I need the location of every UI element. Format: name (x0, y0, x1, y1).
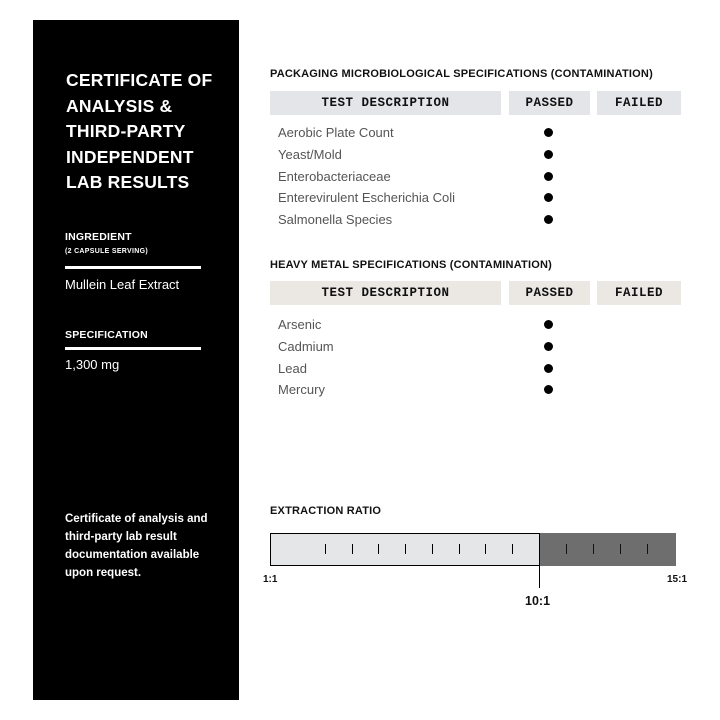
passed-indicator-dot (544, 172, 553, 181)
ratio-tick (566, 544, 567, 554)
metals-section-title: HEAVY METAL SPECIFICATIONS (CONTAMINATION) (270, 259, 552, 271)
test-row-label: Mercury (278, 382, 325, 398)
ratio-tick (512, 544, 513, 554)
header-passed: PASSED (509, 91, 590, 115)
header-test-description: TEST DESCRIPTION (270, 281, 501, 305)
ingredient-value: Mullein Leaf Extract (65, 277, 180, 292)
specification-value: 1,300 mg (65, 357, 120, 372)
metals-table-header (270, 281, 681, 305)
passed-indicator-dot (544, 215, 553, 224)
header-test-description: TEST DESCRIPTION (270, 91, 501, 115)
test-row-label: Aerobic Plate Count (278, 125, 394, 140)
header-failed: FAILED (597, 91, 681, 115)
micro-table-header (270, 91, 681, 115)
divider (65, 347, 201, 350)
test-row-label: Salmonella Species (278, 212, 393, 228)
test-row-label: Enterobacteriaceae (278, 168, 391, 184)
extraction-ratio-title: EXTRACTION RATIO (270, 505, 382, 517)
ratio-tick (593, 544, 594, 554)
passed-indicator-dot (544, 342, 553, 351)
ingredient-label: INGREDIENT (65, 231, 132, 243)
divider (65, 266, 201, 269)
ratio-tick (485, 544, 486, 554)
sidebar-panel (33, 20, 239, 700)
ratio-tick (620, 544, 621, 554)
specification-label: SPECIFICATION (65, 329, 148, 341)
ratio-value-label: 10:1 (525, 594, 551, 608)
ratio-tick (647, 544, 648, 554)
passed-indicator-dot (544, 193, 553, 202)
ratio-value-marker (539, 533, 540, 588)
header-passed: PASSED (509, 281, 590, 305)
ratio-remaining-segment (540, 533, 676, 566)
ratio-max-label: 15:1 (667, 574, 688, 585)
ratio-tick (378, 544, 379, 554)
test-row-label: Lead (278, 360, 307, 376)
ratio-tick (459, 544, 460, 554)
extraction-ratio-bar (270, 533, 676, 566)
test-row-label: Cadmium (278, 338, 334, 354)
ratio-tick (405, 544, 406, 554)
passed-indicator-dot (544, 128, 553, 137)
certificate-title: CERTIFICATE OF ANALYSIS & THIRD-PARTY INDEPENDENT LAB RESULTS (66, 70, 213, 192)
ratio-tick (432, 544, 433, 554)
test-row-label: Arsenic (278, 317, 322, 332)
passed-indicator-dot (544, 320, 553, 329)
ratio-tick (352, 544, 353, 554)
passed-indicator-dot (544, 364, 553, 373)
micro-section-title: PACKAGING MICROBIOLOGICAL SPECIFICATIONS (CONTAMINATION) (270, 68, 653, 80)
test-row-label: Enterevirulent Escherichia Coli (278, 190, 456, 206)
ratio-min-label: 1:1 (263, 574, 278, 585)
passed-indicator-dot (544, 150, 553, 159)
passed-indicator-dot (544, 385, 553, 394)
header-failed: FAILED (597, 281, 681, 305)
test-row-label: Yeast/Mold (278, 146, 342, 162)
availability-note: Certificate of analysis and third-party lab result documentation available upon request. (65, 513, 208, 579)
ratio-tick (325, 544, 326, 554)
ingredient-serving: (2 CAPSULE SERVING) (65, 248, 148, 255)
